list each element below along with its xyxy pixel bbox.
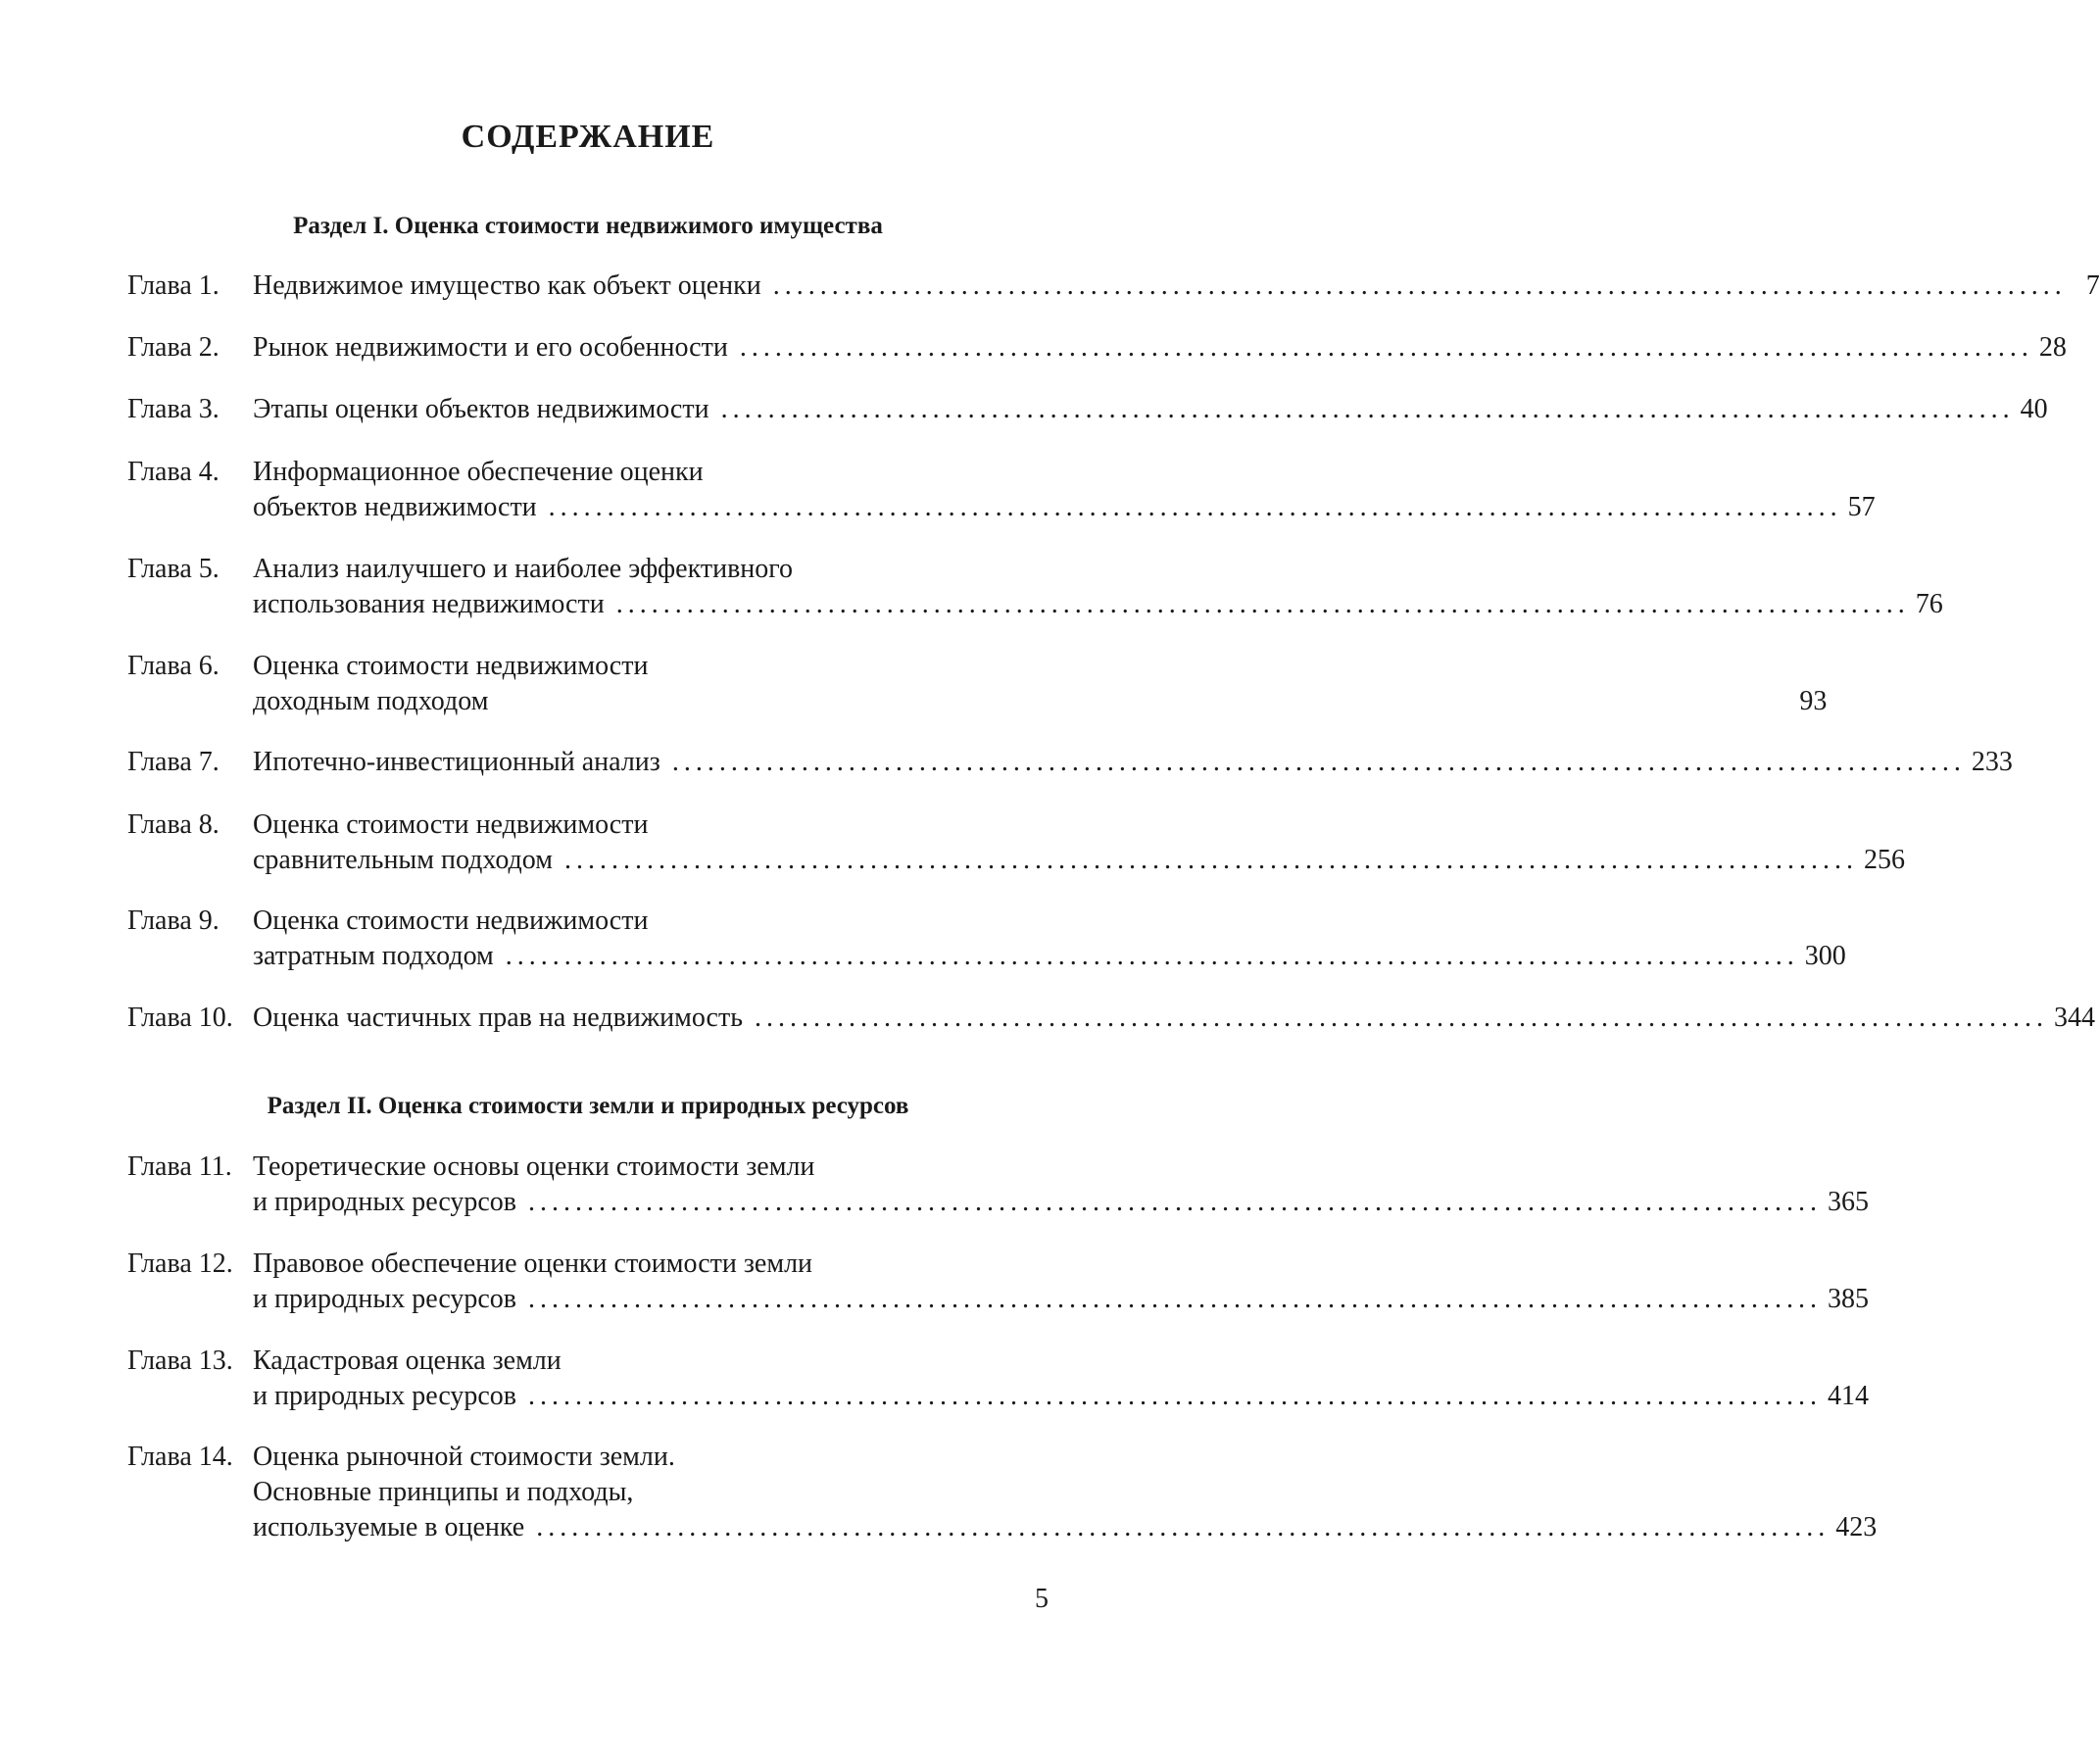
chapter-label: Глава 11. bbox=[127, 1151, 232, 1182]
chapter-title: доходным подходом bbox=[253, 686, 489, 716]
page-number: 7 bbox=[2085, 270, 2100, 301]
toc-entry-11[interactable] bbox=[127, 1150, 1870, 1220]
chapter-title: и природных ресурсов bbox=[253, 1187, 517, 1217]
toc-entry-2[interactable] bbox=[127, 330, 2067, 366]
chapter-label: Глава 14. bbox=[127, 1442, 233, 1472]
page-number: 57 bbox=[1847, 492, 1876, 522]
chapter-label: Глава 13. bbox=[127, 1346, 233, 1376]
page-number: 344 bbox=[2053, 1003, 2095, 1033]
page-number: 233 bbox=[1971, 747, 2013, 777]
toc-entry-9[interactable] bbox=[127, 904, 1846, 974]
dot-leader: .............................................................................................................. bbox=[505, 941, 1799, 971]
chapter-label: Глава 6. bbox=[127, 651, 220, 681]
chapter-label: Глава 4. bbox=[127, 457, 220, 487]
chapter-title-line: Информационное обеспечение оценки bbox=[253, 457, 704, 487]
page-number: 40 bbox=[2020, 394, 2048, 424]
dot-leader: .............................................................................................................. bbox=[754, 1003, 2048, 1033]
page-folio: 5 bbox=[1035, 1584, 1049, 1614]
chapter-title-line: Оценка рыночной стоимости земли. bbox=[253, 1442, 675, 1472]
dot-leader: .............................................................................................................. bbox=[615, 589, 1910, 619]
chapter-title: Рынок недвижимости и его особенности bbox=[253, 332, 728, 363]
dot-leader: .............................................................................................................. bbox=[536, 1512, 1831, 1542]
page-number: 385 bbox=[1828, 1284, 1870, 1314]
toc-entry-7[interactable] bbox=[127, 745, 2013, 780]
toc-entry-3[interactable] bbox=[127, 392, 2048, 427]
dot-leader: .............................................................................................................. bbox=[548, 492, 1842, 522]
dot-leader: .............................................................................................................. bbox=[739, 332, 2033, 363]
chapter-title: Ипотечно-инвестиционный анализ bbox=[253, 747, 660, 777]
chapter-title-line: Оценка стоимости недвижимости bbox=[253, 905, 649, 936]
chapter-title: использования недвижимости bbox=[253, 589, 605, 619]
chapter-title: затратным подходом bbox=[253, 941, 494, 971]
toc-entry-1[interactable] bbox=[127, 269, 2100, 304]
chapter-label: Глава 10. bbox=[127, 1003, 233, 1033]
page-number: 93 bbox=[1799, 686, 1828, 716]
chapter-title: сравнительным подходом bbox=[253, 845, 553, 875]
chapter-title: используемые в оценке bbox=[253, 1512, 525, 1542]
chapter-title-line: Оценка стоимости недвижимости bbox=[253, 651, 649, 681]
chapter-label: Глава 1. bbox=[127, 270, 220, 301]
chapter-label: Глава 9. bbox=[127, 905, 220, 936]
page-number: 423 bbox=[1835, 1512, 1878, 1542]
chapter-title: объектов недвижимости bbox=[253, 492, 537, 522]
chapter-title: и природных ресурсов bbox=[253, 1284, 517, 1314]
chapter-title-line: Кадастровая оценка земли bbox=[253, 1346, 562, 1376]
chapter-title-line: Основные принципы и подходы, bbox=[253, 1477, 634, 1507]
dot-leader: .............................................................................................................. bbox=[528, 1187, 1823, 1217]
section-heading-2: Раздел II. Оценка стоимости земли и природных ресурсов bbox=[267, 1093, 909, 1119]
chapter-label: Глава 8. bbox=[127, 809, 220, 840]
page-number: 76 bbox=[1915, 589, 1943, 619]
toc-entry-5[interactable] bbox=[127, 552, 1943, 622]
chapter-title-line: Теоретические основы оценки стоимости земли bbox=[253, 1151, 815, 1182]
chapter-label: Глава 2. bbox=[127, 332, 220, 363]
dot-leader: .............................................................................................................. bbox=[772, 270, 2067, 301]
dot-leader: .............................................................................................................. bbox=[528, 1381, 1823, 1411]
chapter-title-line: Правовое обеспечение оценки стоимости земли bbox=[253, 1248, 813, 1279]
chapter-title: Недвижимое имущество как объект оценки bbox=[253, 270, 761, 301]
toc-title: СОДЕРЖАНИЕ bbox=[461, 119, 715, 155]
page-number: 365 bbox=[1828, 1187, 1870, 1217]
dot-leader: .............................................................................................................. bbox=[720, 394, 2015, 424]
chapter-label: Глава 7. bbox=[127, 747, 220, 777]
chapter-title: Этапы оценки объектов недвижимости bbox=[253, 394, 709, 424]
dot-leader: .............................................................................................................. bbox=[528, 1284, 1823, 1314]
chapter-title-line: Оценка стоимости недвижимости bbox=[253, 809, 649, 840]
chapter-title: Оценка частичных прав на недвижимость bbox=[253, 1003, 743, 1033]
chapter-label: Глава 5. bbox=[127, 554, 220, 584]
toc-entry-12[interactable] bbox=[127, 1247, 1870, 1317]
page-number: 28 bbox=[2038, 332, 2067, 363]
page-number: 414 bbox=[1828, 1381, 1870, 1411]
toc-entry-4[interactable] bbox=[127, 455, 1876, 525]
chapter-title: и природных ресурсов bbox=[253, 1381, 517, 1411]
toc-entry-10[interactable] bbox=[127, 1001, 2095, 1036]
chapter-label: Глава 12. bbox=[127, 1248, 233, 1279]
dot-leader: .............................................................................................................. bbox=[671, 747, 1966, 777]
toc-entry-13[interactable] bbox=[127, 1344, 1870, 1414]
chapter-title-line: Анализ наилучшего и наиболее эффективного bbox=[253, 554, 794, 584]
page-number: 256 bbox=[1863, 845, 1905, 875]
dot-leader: .............................................................................................................. bbox=[563, 845, 1858, 875]
page-number: 300 bbox=[1804, 941, 1846, 971]
toc-entry-6[interactable] bbox=[127, 649, 1828, 719]
section-heading-1: Раздел I. Оценка стоимости недвижимого имущества bbox=[293, 213, 883, 239]
toc-page bbox=[127, 0, 2100, 1762]
toc-entry-14[interactable] bbox=[127, 1440, 1878, 1545]
toc-entry-8[interactable] bbox=[127, 808, 1905, 878]
chapter-label: Глава 3. bbox=[127, 394, 220, 424]
